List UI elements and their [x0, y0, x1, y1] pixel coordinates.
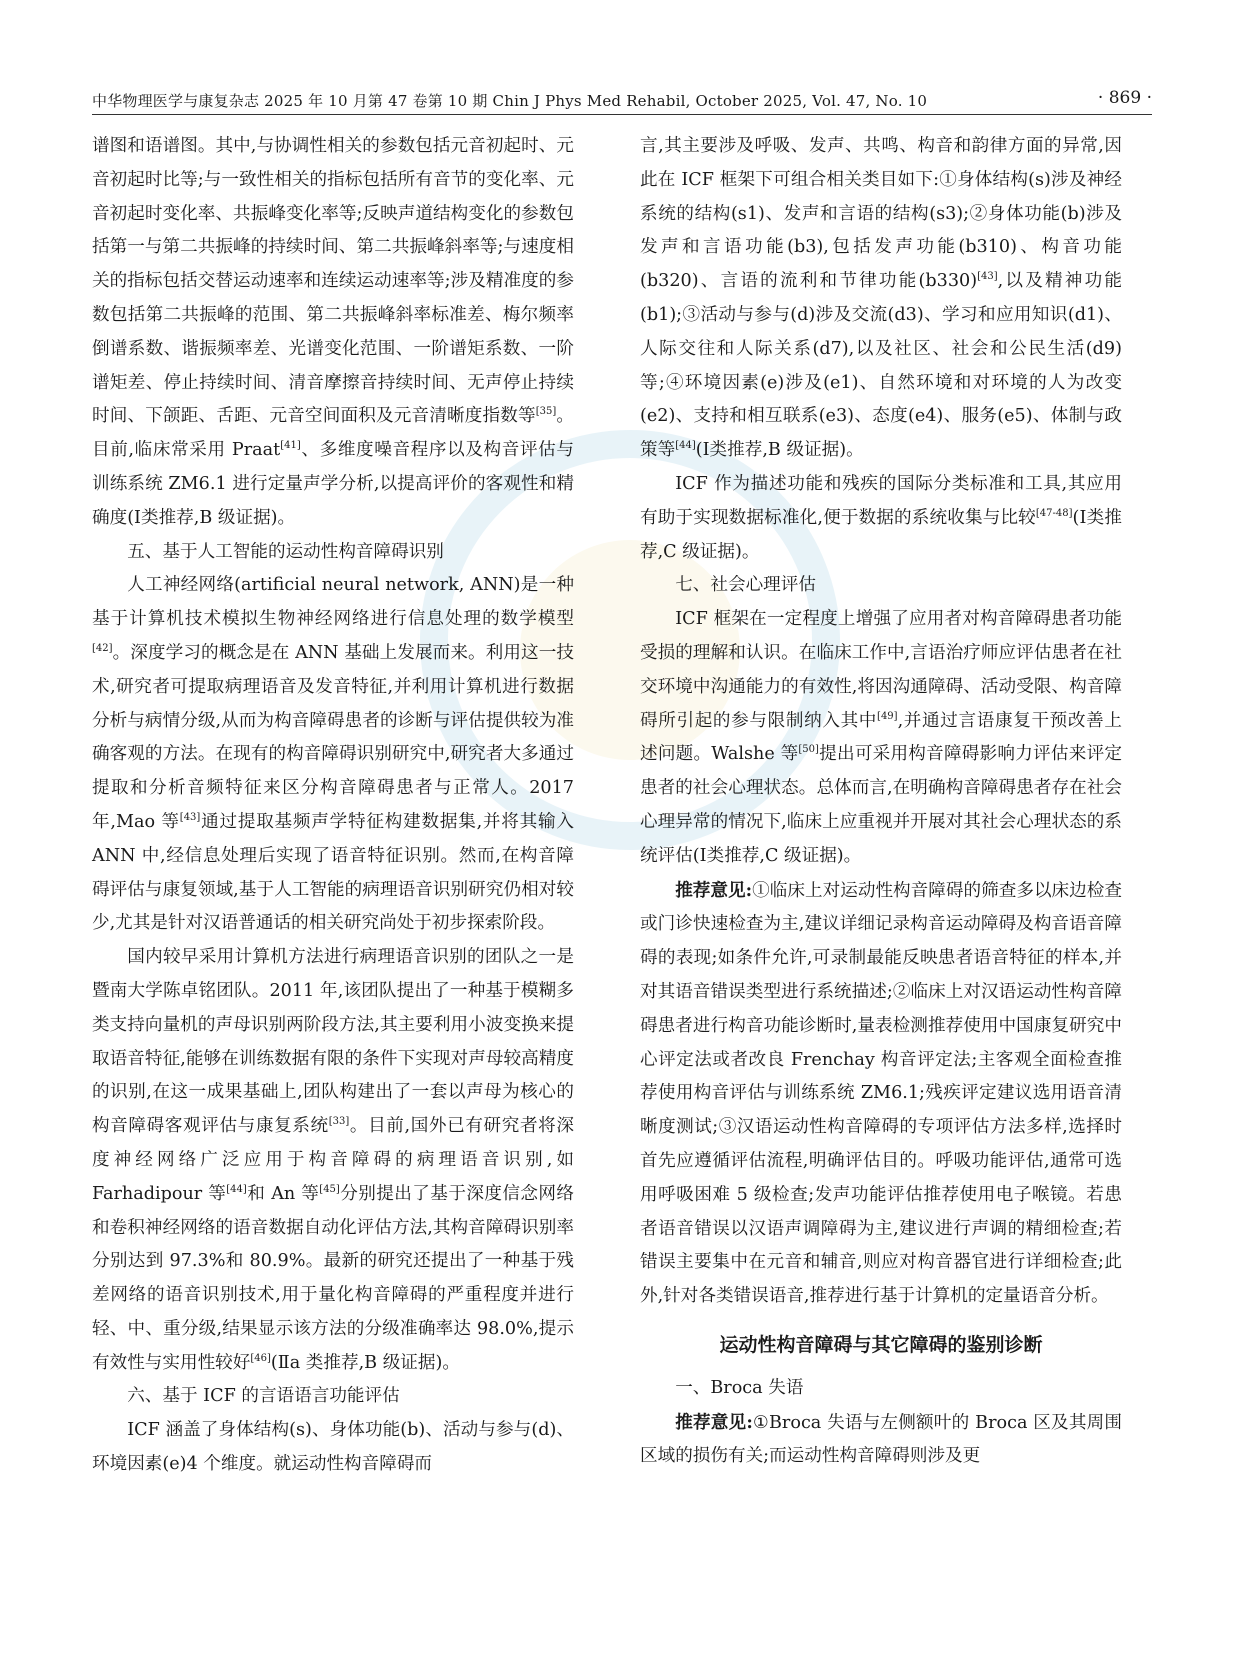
- citation-ref[interactable]: [41]: [280, 440, 301, 452]
- citation-ref[interactable]: [44]: [226, 1183, 247, 1195]
- citation-ref[interactable]: [33]: [328, 1116, 350, 1128]
- citation-ref[interactable]: [50]: [798, 744, 819, 756]
- subheading-ai: 五、基于人工智能的运动性构音障碍识别: [127, 541, 444, 562]
- subheading-psychosocial: 七、社会心理评估: [675, 575, 816, 596]
- journal-citation: 中华物理医学与康复杂志 2025 年 10 月第 47 卷第 10 期 Chin J Phys Med Rehabil, October 2025, Vol. 47, No. 10: [92, 92, 928, 110]
- recommendation-label: 推荐意见:: [675, 879, 753, 901]
- subheading-broca: 一、Broca 失语: [675, 1377, 804, 1398]
- paragraph-ann: 人工神经网络(artificial neural network, ANN)是一种基于计算机技术模拟生物神经网络进行信息处理的数学模型[42]。深度学习的概念是在 ANN 基础上发展而来。利用这一技术,研究者可提取病理语音及发音特征,并利用计算机进行数据分析与病情分级,从而为构音障碍患者的诊断与评估提供较为准确客观的方法。在现有的构音障碍识别研究中,研究者大多通过提取和分析音频特征来区分构音障碍患者与正常人。2017 年,Mao 等[43]通过提取基频声学特征构建数据集,并将其输入 ANN 中,经信息处理后实现了语音特征识别。然而,在构音障碍评估与康复领域,基于人工智能的病理语音识别研究仍相对较少,尤其是针对汉语普通话的相关研究尚处于初步探索阶段。: [92, 575, 574, 934]
- citation-ref[interactable]: [46]: [250, 1352, 271, 1364]
- subheading-icf: 六、基于 ICF 的言语语言功能评估: [127, 1386, 400, 1407]
- citation-ref[interactable]: [43]: [179, 811, 201, 823]
- citation-ref[interactable]: [42]: [92, 642, 113, 654]
- paragraph-domestic-research: 国内较早采用计算机方法进行病理语音识别的团队之一是暨南大学陈卓铭团队。2011 年,该团队提出了一种基于模糊多类支持向量机的声母识别两阶段方法,其主要利用小波变换来提取语音特征,能够在训练数据有限的条件下实现对声母较高精度的识别,在这一成果基础上,团队构建出了一套以声母为核心的构音障碍客观评估与康复系统[33]。目前,国外已有研究者将深度神经网络广泛应用于构音障碍的病理语音识别,如 Farhadipour 等[44]和 An 等[45]分别提出了基于深度信念网络和卷积神经网络的语音数据自动化评估方法,其构音障碍识别率分别达到 97.3%和 80.9%。最新的研究还提出了一种基于残差网络的语音识别技术,用于量化构音障碍的严重程度并进行轻、中、重分级,结果显示该方法的分级准确率达 98.0%,提示有效性与实用性较好[46](Ⅱa 类推荐,B 级证据)。: [92, 947, 574, 1373]
- running-header: [92, 88, 1152, 115]
- recommendation-label: 推荐意见:: [675, 1411, 753, 1433]
- paragraph-icf-standard: ICF 作为描述功能和残疾的国际分类标准和工具,其应用有助于实现数据标准化,便于数据的系统收集与比较[47-48](Ⅰ类推荐,C 级证据)。: [640, 473, 1122, 562]
- citation-ref[interactable]: [35]: [535, 406, 557, 418]
- citation-ref[interactable]: [45]: [319, 1183, 340, 1195]
- page-number: · 869 ·: [1097, 88, 1152, 108]
- paragraph-icf-categories: 言,其主要涉及呼吸、发声、共鸣、构音和韵律方面的异常,因此在 ICF 框架下可组合相关类目如下:①身体结构(s)涉及神经系统的结构(s1)、发声和言语的结构(s3);②身体功能(b)涉及发声和言语功能(b3),包括发声功能(b310)、构音功能(b320)、言语的流利和节律功能(b330)[43],以及精神功能(b1);③活动与参与(d)涉及交流(d3)、学习和应用知识(d1)、人际交往和人际关系(d7),以及社区、社会和公民生活(d9)等;④环境因素(e)涉及(e1)、自然环境和对环境的人为改变(e2)、支持和相互联系(e3)、态度(e4)、服务(e5)、体制与政策等[44](Ⅰ类推荐,B 级证据)。: [640, 136, 1122, 461]
- right-column: [640, 130, 1122, 1474]
- citation-ref[interactable]: [43]: [977, 271, 998, 283]
- citation-ref[interactable]: [47-48]: [1035, 507, 1073, 519]
- paragraph-acoustic-params: 谱图和语谱图。其中,与协调性相关的参数包括元音初起时、元音初起时比等;与一致性相关的指标包括所有音节的变化率、元音初起时变化率、共振峰变化率等;反映声道结构变化的参数包括第一与第二共振峰的持续时间、第二共振峰斜率等;与速度相关的指标包括交替运动速率和连续运动速率等;涉及精准度的参数包括第二共振峰的范围、第二共振峰斜率标准差、梅尔频率倒谱系数、谐振频率差、光谱变化范围、一阶谱矩系数、一阶谱矩差、停止持续时间、清音摩擦音持续时间、无声停止持续时间、下颌距、舌距、元音空间面积及元音清晰度指数等[35]。目前,临床常采用 Praat[41]、多维度噪音程序以及构音评估与训练系统 ZM6.1 进行定量声学分析,以提高评价的客观性和精确度(Ⅰ类推荐,B 级证据)。: [92, 136, 574, 528]
- paragraph-icf-intro: ICF 涵盖了身体结构(s)、身体功能(b)、活动与参与(d)、环境因素(e)4 个维度。就运动性构音障碍而: [92, 1420, 574, 1475]
- section-title-differential-diagnosis: 运动性构音障碍与其它障碍的鉴别诊断: [719, 1333, 1043, 1356]
- citation-ref[interactable]: [49]: [877, 710, 898, 722]
- paragraph-psychosocial: ICF 框架在一定程度上增强了应用者对构音障碍患者功能受损的理解和认识。在临床工作中,言语治疗师应评估患者在社交环境中沟通能力的有效性,将因沟通障碍、活动受限、构音障碍所引起的参与限制纳入其中[49],并通过言语康复干预改善上述问题。Walshe 等[50]提出可采用构音障碍影响力评估来评定患者的社会心理状态。总体而言,在明确构音障碍患者存在社会心理异常的情况下,临床上应重视并开展对其社会心理状态的系统评估(Ⅰ类推荐,C 级证据)。: [640, 609, 1122, 866]
- citation-ref[interactable]: [44]: [675, 440, 696, 452]
- recommendation-assessment: 推荐意见:①临床上对运动性构音障碍的筛查多以床边检查或门诊快速检查为主,建议详细记录构音运动障碍及构音语音障碍的表现;如条件允许,可录制最能反映患者语音特征的样本,并对其语音错误类型进行系统描述;②临床上对汉语运动性构音障碍患者进行构音功能诊断时,量表检测推荐使用中国康复研究中心评定法或者改良 Frenchay 构音评定法;主客观全面检查推荐使用构音评估与训练系统 ZM6.1;残疾评定建议选用语音清晰度测试;③汉语运动性构音障碍的专项评估方法多样,选择时首先应遵循评估流程,明确评估目的。呼吸功能评估,通常可选用呼吸困难 5 级检查;发声功能评估推荐使用电子喉镜。若患者语音错误以汉语声调障碍为主,建议进行声调的精细检查;若错误主要集中在元音和辅音,则应对构音器官进行详细检查;此外,针对各类错误语音,推荐进行基于计算机的定量语音分析。: [640, 879, 1122, 1307]
- recommendation-broca: 推荐意见:①Broca 失语与左侧额叶的 Broca 区及其周围区域的损伤有关;而运动性构音障碍则涉及更: [640, 1411, 1122, 1467]
- left-column: [92, 130, 574, 1482]
